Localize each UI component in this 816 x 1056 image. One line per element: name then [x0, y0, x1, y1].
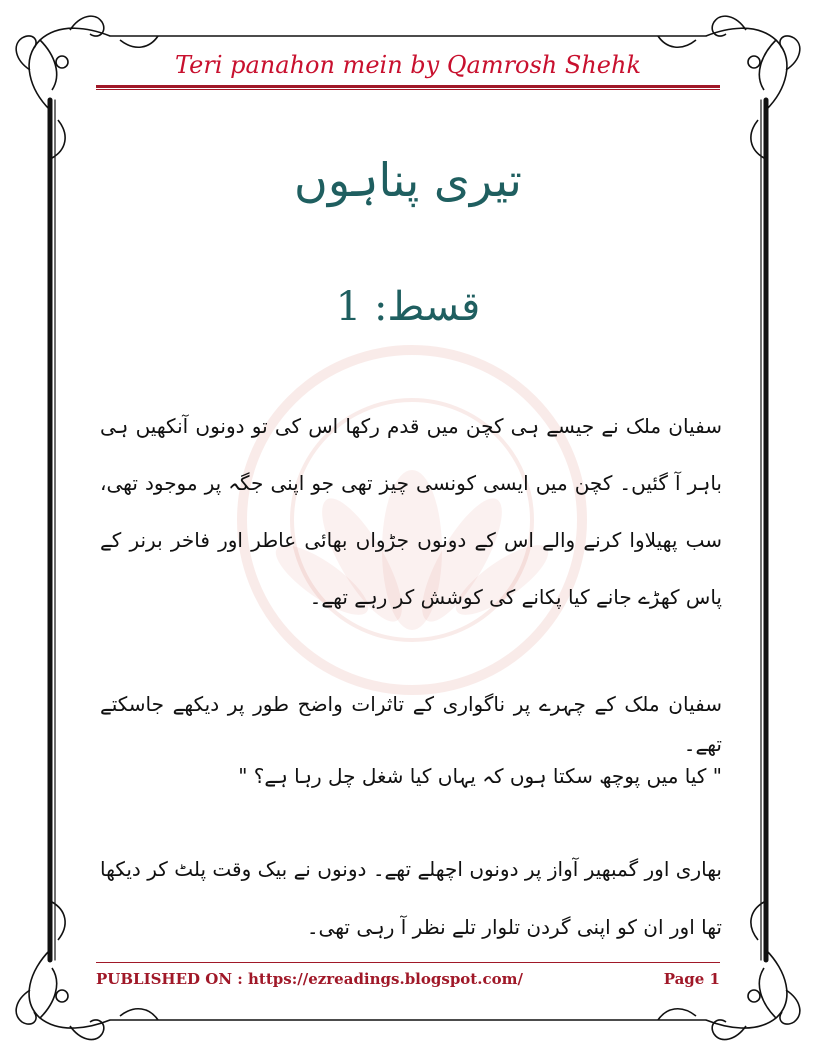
header-divider-thin	[96, 89, 720, 90]
paragraph: بھاری اور گمبھیر آواز پر دونوں اچھلے تھے۔ دونوں نے بیک وقت پلٹ کر دیکھا تھا اور ان کو اپنی گردن تلوار تلے نظر آ رہی تھی۔	[100, 857, 722, 939]
footer-published-link[interactable]: PUBLISHED ON : https://ezreadings.blogspot.com/	[96, 970, 523, 988]
paragraph: سفیان ملک کے چہرے پر ناگواری کے تاثرات واضح طور پر دیکھے جاسکتے تھے۔	[100, 692, 722, 756]
footer-divider	[96, 962, 720, 963]
episode-heading: قسط: 1	[335, 284, 481, 330]
paragraph: " کیا میں پوچھ سکتا ہوں کہ یہاں کیا شغل چل رہا ہے؟ "	[238, 764, 722, 788]
header-title: Teri panahon mein by Qamrosh Shehk	[175, 51, 641, 79]
page-number: Page 1	[663, 970, 720, 988]
paragraph: سفیان ملک نے جیسے ہی کچن میں قدم رکھا اس کی تو دونوں آنکھیں ہی باہر آ گئیں۔ کچن میں ایسی کونسی چیز تھی جو اپنی جگہ پر موجود تھی، سب پھیلاوا کرنے والے اس کے دونوں جڑواں بھائی عاطر اور فاخر برنر کے پاس کھڑے جانے کیا پکانے کی کوشش کر رہے تھے۔	[100, 414, 722, 609]
header-divider	[96, 85, 720, 88]
document-title: تیری پناہوں	[294, 153, 522, 207]
